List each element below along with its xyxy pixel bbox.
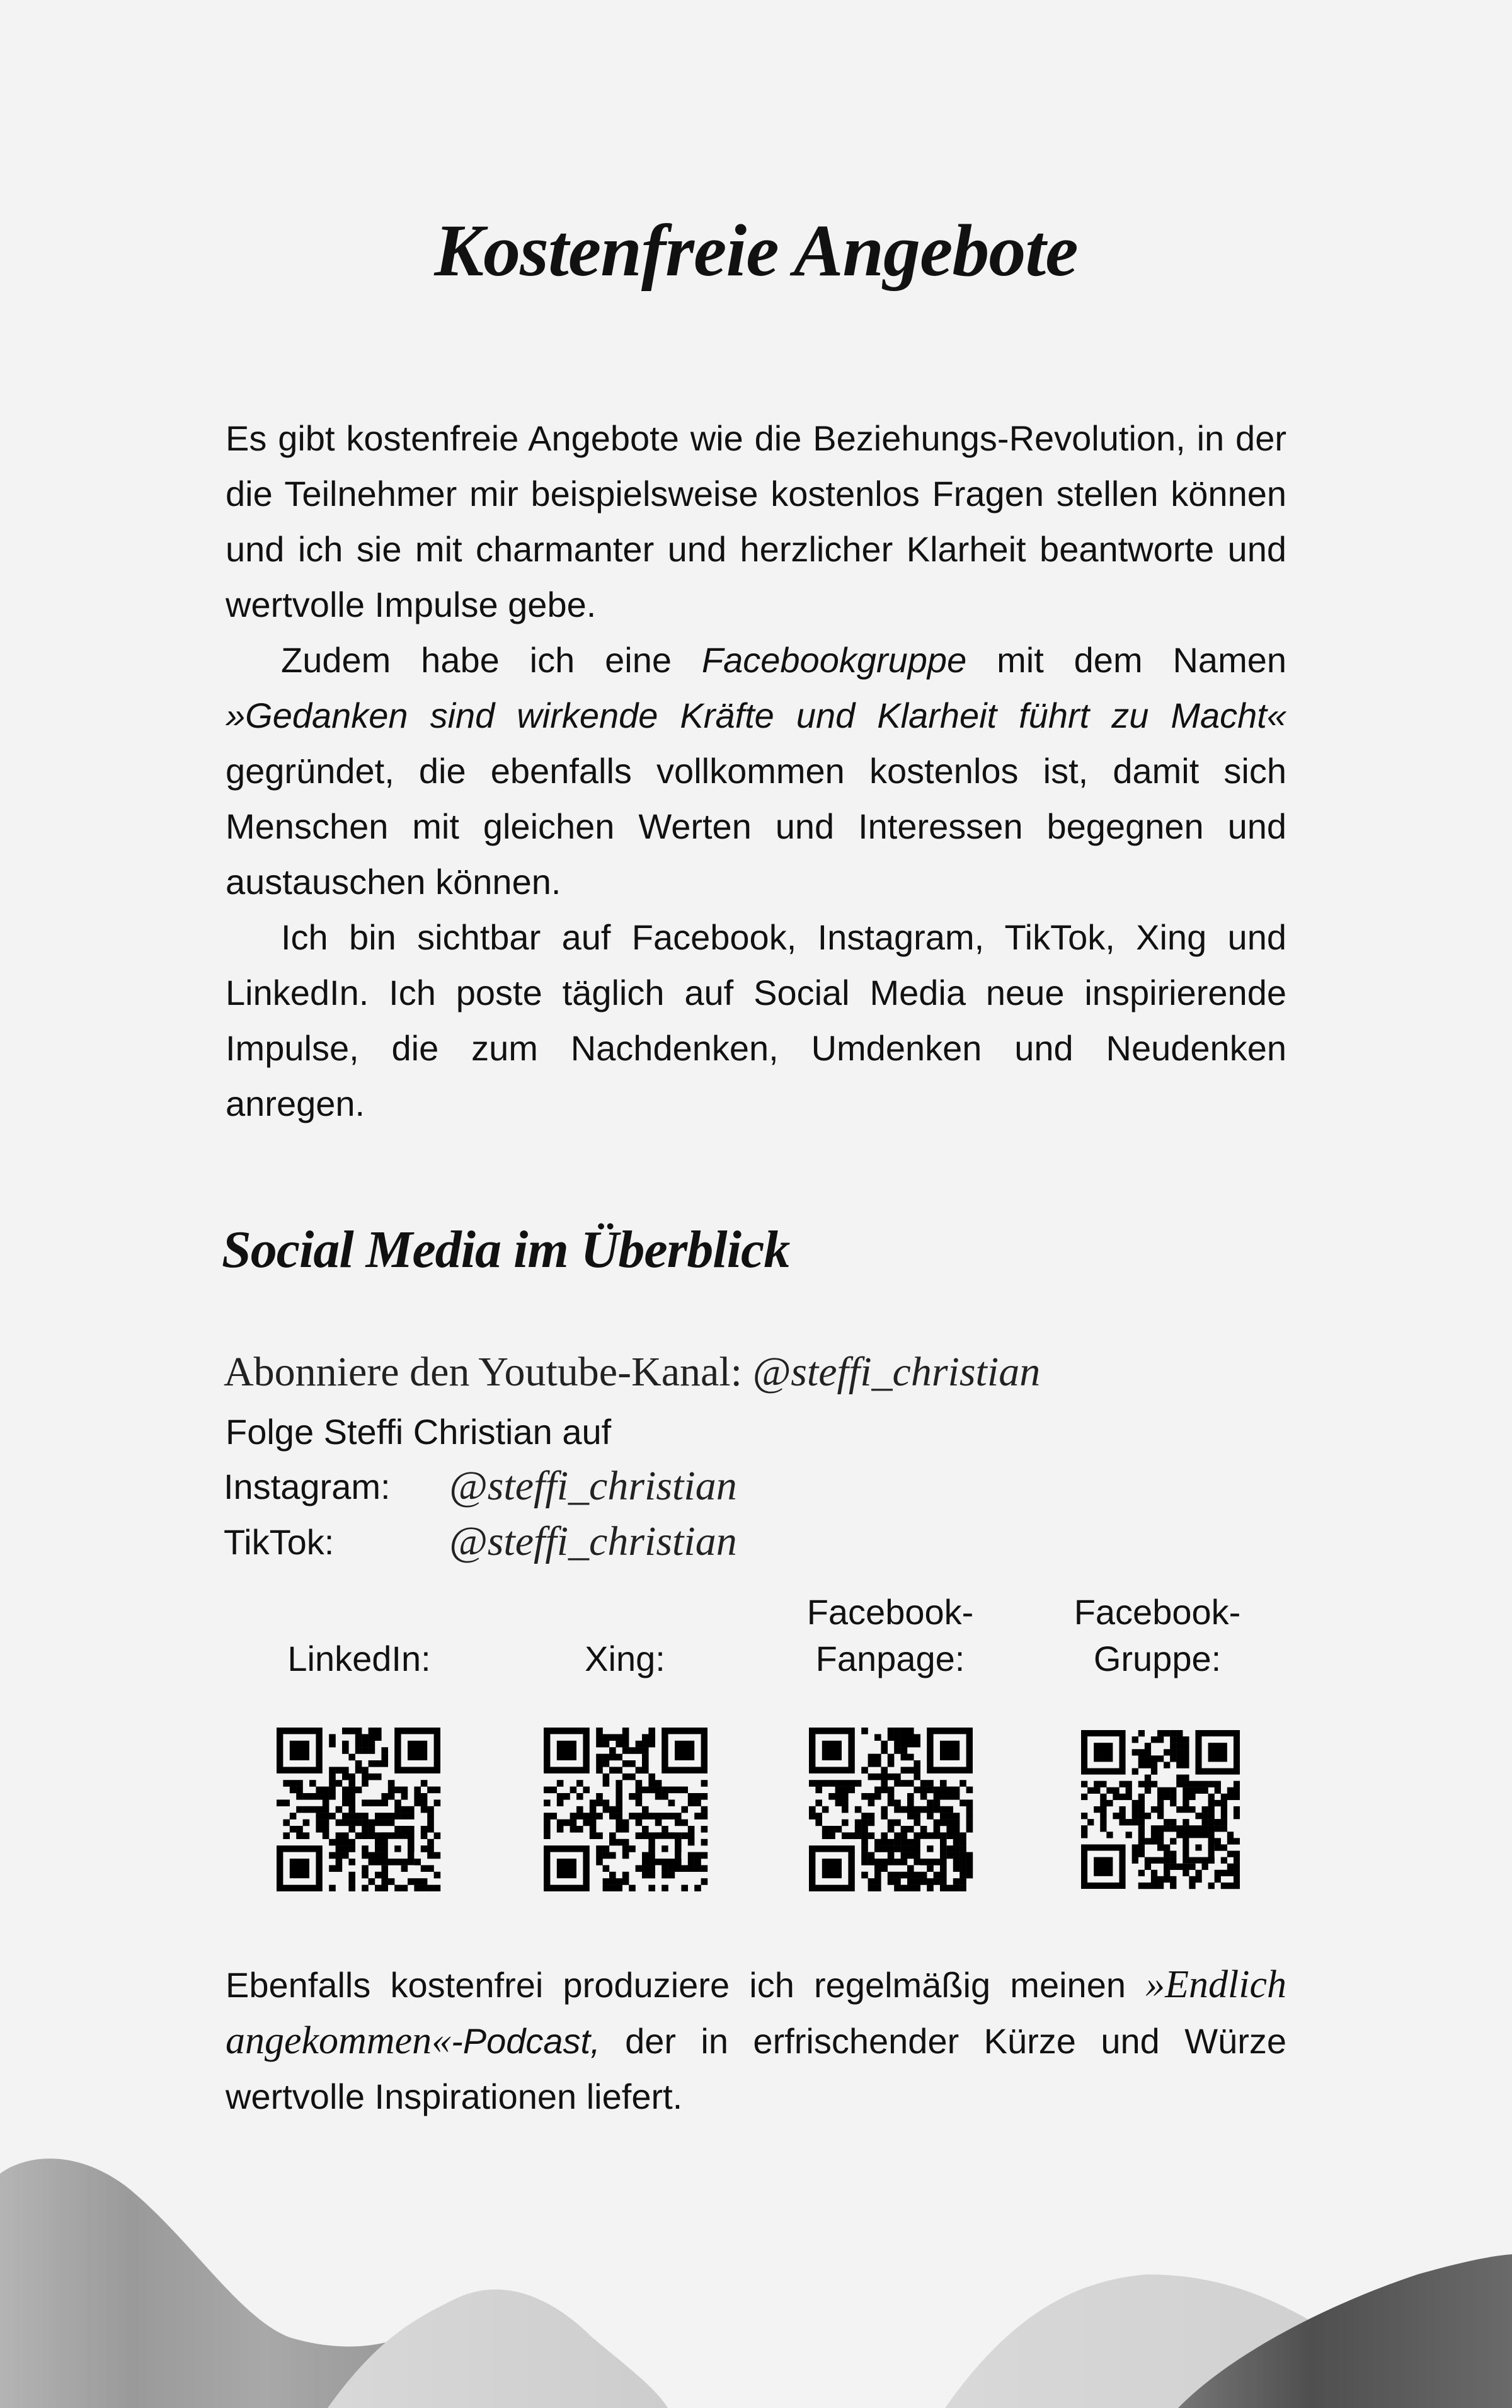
qr-code-icon xyxy=(276,1728,441,1891)
qr-code-linkedin[interactable] xyxy=(276,1728,441,1891)
paragraph-text: Es gibt kostenfreie Angebote wie die Beziehungs-Revolution, in der die Teilnehmer mir beispielsweise kostenlos Fragen stellen können und ich sie mit charmanter und herzlicher Klarheit beantworte und wertvolle Impulse gebe. xyxy=(226,418,1286,624)
qr-label-line2: Gruppe: xyxy=(1093,1639,1222,1678)
qr-code-facebook-group[interactable] xyxy=(1081,1729,1240,1889)
follow-text: Folge Steffi Christian auf xyxy=(226,1412,612,1452)
account-handle[interactable]: @steffi_christian xyxy=(449,1518,737,1564)
qr-label-xing xyxy=(493,1588,757,1682)
paragraph-text: mit dem Namen xyxy=(966,640,1287,680)
qr-code-facebook-fanpage[interactable] xyxy=(808,1728,973,1891)
intro-paragraph-2 xyxy=(226,633,1286,910)
paragraph-text: Zudem habe ich eine xyxy=(281,640,702,680)
youtube-handle[interactable]: @steffi_christian xyxy=(752,1349,1041,1395)
decorative-waves xyxy=(0,2130,1512,2408)
qr-label-facebook-group xyxy=(1025,1588,1290,1682)
account-row-instagram xyxy=(224,1463,737,1509)
account-label: TikTok: xyxy=(224,1522,335,1562)
social-media-heading: Social Media im Überblick xyxy=(222,1220,790,1279)
qr-code-icon xyxy=(543,1728,708,1891)
account-handle[interactable]: @steffi_christian xyxy=(449,1463,737,1509)
podcast-name: »Endlich angekommen« xyxy=(226,1963,1286,2062)
intro-text xyxy=(226,411,1286,1132)
qr-code-xing[interactable] xyxy=(543,1728,708,1891)
qr-label-line2: LinkedIn: xyxy=(287,1639,431,1678)
facebook-group-term: Facebookgruppe xyxy=(701,640,967,680)
outro-paragraph xyxy=(226,1957,1286,2124)
page-title: Kostenfreie Angebote xyxy=(434,209,1078,292)
qr-label-facebook-fanpage xyxy=(758,1588,1022,1682)
account-row-tiktok xyxy=(224,1518,737,1564)
youtube-line xyxy=(224,1348,1040,1396)
paragraph-text: gegründet, die ebenfalls vollkommen kostenlos ist, damit sich Menschen mit gleichen Werten und Interessen begegnen und austauschen können. xyxy=(226,751,1286,902)
paragraph-text: der in erfrischender Kürze und Würze wertvolle Inspirationen liefert. xyxy=(226,2021,1286,2116)
qr-label-line2: Xing: xyxy=(585,1639,665,1678)
account-label: Instagram: xyxy=(224,1467,391,1506)
outro-text xyxy=(226,1957,1286,2124)
qr-code-icon xyxy=(1081,1729,1240,1889)
qr-label-line1: Facebook- xyxy=(806,1592,974,1632)
intro-paragraph-3 xyxy=(226,910,1286,1132)
qr-label-line2: Fanpage: xyxy=(815,1639,965,1678)
qr-label-line1: Facebook- xyxy=(1074,1592,1241,1632)
qr-label-linkedin xyxy=(227,1588,491,1682)
paragraph-text: Ich bin sichtbar auf Facebook, Instagram, TikTok, Xing und LinkedIn. Ich poste täglich auf Social Media neue inspirierende Impulse, die zum Nachdenken, Umdenken und Neudenken anregen. xyxy=(226,917,1286,1123)
paragraph-text: Ebenfalls kostenfrei produziere ich regelmäßig meinen xyxy=(226,1965,1146,2005)
youtube-label: Abonniere den Youtube-Kanal: xyxy=(224,1349,753,1395)
wave-middle xyxy=(328,2290,668,2408)
podcast-suffix: -Podcast, xyxy=(451,2021,600,2061)
intro-paragraph-1 xyxy=(226,411,1286,633)
qr-code-icon xyxy=(808,1728,973,1891)
facebook-group-name: »Gedanken sind wirkende Kräfte und Klarheit führt zu Macht« xyxy=(226,696,1286,735)
